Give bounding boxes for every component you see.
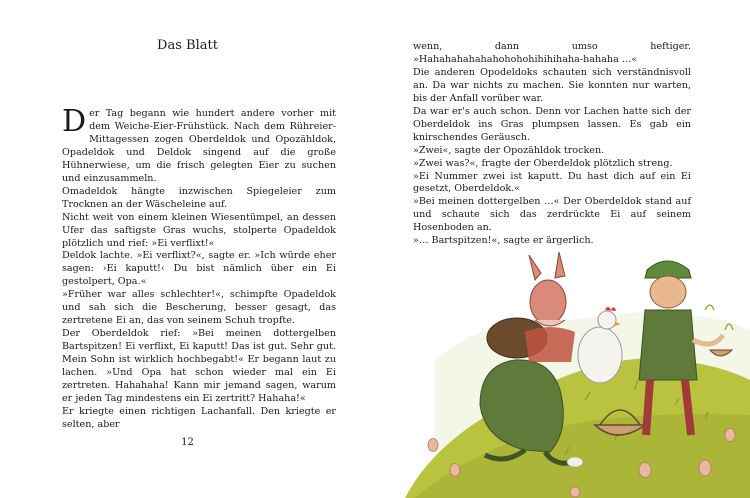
chapter-title: Das Blatt bbox=[157, 38, 218, 53]
paragraph: »Ei Nummer zwei ist kaputt. Du hast dich auf ein Ei gesetzt, Oberdeldok.« bbox=[413, 170, 691, 195]
paragraph: Nicht weit von einem kleinen Wiesentümpel, an dessen Ufer das saftigste Gras wuchs, stolperte Opadeldok plötzlich und rief: »Ei verflixt!« bbox=[62, 211, 336, 249]
paragraph: »… Bartspitzen!«, sagte er ärgerlich. bbox=[413, 235, 594, 247]
paragraph: »Zwei«, sagte der Opozähldok trocken. bbox=[413, 144, 605, 156]
right-page bbox=[375, 0, 750, 498]
paragraph: wenn, dann umso heftiger. »Hahahahahahahohohohihihihaha-hahaha …« bbox=[413, 41, 691, 65]
meadow-illustration bbox=[375, 240, 750, 498]
paragraph: »Früher war alles schlechter!«, schimpfte Opadeldok und sah sich die Bescherung, besser gesagt, das zertretene Ei an, das von seinem Schuh tropfte. bbox=[62, 289, 336, 327]
drop-cap: D bbox=[62, 104, 87, 139]
rabbit-character bbox=[525, 252, 575, 362]
paragraph: Der Oberdeldok rief: »Bei meinen dottergelben Bartspitzen! Ei verflixt, Ei kaputt! Das ist gut. Sehr gut. Mein Sohn ist wirklich hochbegabt!« Er begann laut zu lachen. »Und Opa hat schon wieder mal ein Ei zertreten. Hahahaha! Kann mir jemand sagen, warum er jeden Tag mindestens ein Ei zertritt? Hahaha!« bbox=[62, 328, 336, 404]
paragraph: Da war er's auch schon. Denn vor Lachen hatte sich der Oberdeldok ins Gras plumpsen lassen. Es gab ein knirschendes Geräusch. bbox=[413, 105, 691, 143]
paragraph: Der Tag begann wie hundert andere vorher mit dem Weiche-Eier-Frühstück. Nach dem Rühreier-Mittagessen zogen Oberdeldok und Opozähldok, Opadeldok und Deldok singend auf die große Hühnerwiese, um die frisch gelegten Eier zu suchen und einzusammeln. bbox=[62, 104, 336, 184]
page-number: 12 bbox=[181, 437, 194, 448]
left-body-text bbox=[62, 104, 336, 432]
paragraph: Er kriegte einen richtigen Lachanfall. Den kriegte er selten, aber bbox=[62, 405, 336, 430]
right-body-text bbox=[413, 41, 691, 248]
paragraph: »Bei meinen dottergelben …« Der Oberdeldok stand auf und schaute sich das zerdrückte Ei auf seinem Hosenboden an. bbox=[413, 196, 691, 234]
paragraph: Die anderen Opodeldoks schauten sich verständnisvoll an. Da war nichts zu machen. Sie konnten nur warten, bis der Anfall vorüber war. bbox=[413, 66, 691, 104]
paragraph: Deldok lachte. »Ei verflixt?«, sagte er. »Ich würde eher sagen: ›Ei kaputt!‹ Du bist nämlich über ein Ei gestolpert, Opa.« bbox=[62, 250, 336, 288]
paragraph: »Zwei was?«, fragte der Oberdeldok plötzlich streng. bbox=[413, 157, 673, 169]
paragraph: Omadeldok hängte inzwischen Spiegeleier zum Trocknen an der Wäscheleine auf. bbox=[62, 185, 336, 210]
